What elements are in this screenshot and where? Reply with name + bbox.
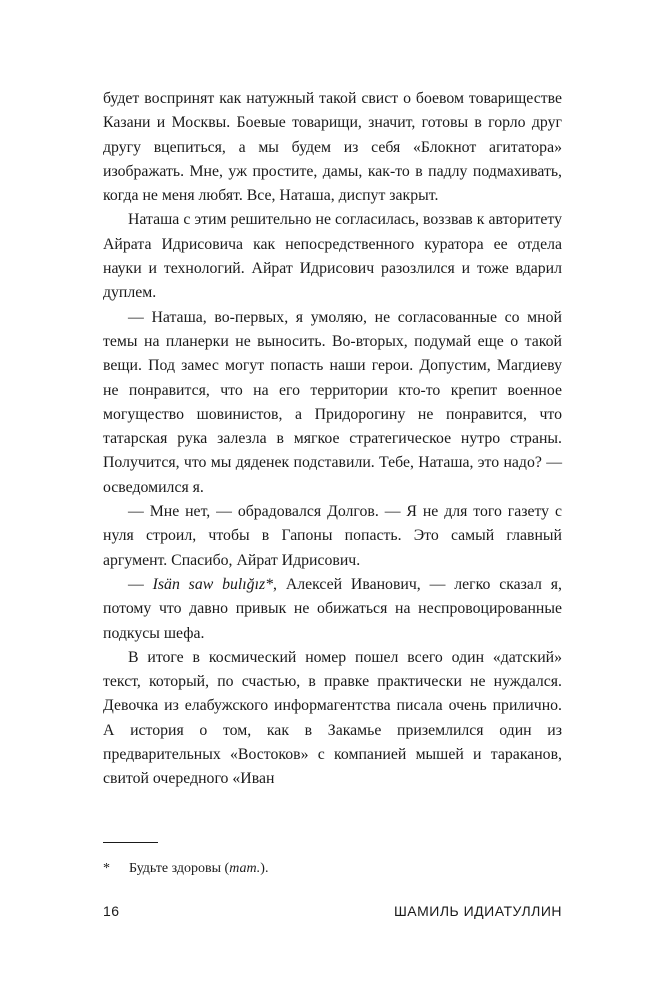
- footnote: [103, 860, 562, 878]
- paragraph: — Наташа, во-первых, я умоляю, не согласованные со мной темы на планерки не выносить. Во-вторых, подумай еще о такой вещи. Под замес могут попасть наши герои. Допустим, Магдиеву не понравится, что на его территории кто-то крепит военное могущество шовинистов, а Придорогину не понравится, что татарская рука залезла в мягкое стратегическое нутро страны. Получится, что мы дяденек подставили. Тебе, Наташа, это надо? — осведомился я.: [103, 308, 562, 496]
- paragraph-italic-phrase: — Isän saw bulığız*, Алексей Иванович, — легко сказал я, потому что давно привык не обижаться на неспровоцированные подкусы шефа.: [103, 575, 563, 642]
- footnote-open: (: [221, 861, 230, 876]
- paragraph: Наташа с этим решительно не согласилась, воззвав к авторитету Айрата Идрисовича как непосредственного куратора ее отдела науки и технологий. Айрат Идрисович разозлился и тоже вдарил дуплем.: [103, 211, 562, 302]
- footnote-mark: *: [103, 861, 110, 876]
- running-head-author: ШАМИЛЬ ИДИАТУЛЛИН: [393, 903, 562, 919]
- page-number: 16: [103, 903, 120, 919]
- page-footer: [103, 903, 562, 923]
- footnote-text: Будьте здоровы: [129, 861, 222, 876]
- footnote-divider: [103, 842, 158, 843]
- paragraph: — Мне нет, — обрадовался Долгов. — Я не для того газету с нуля строил, чтобы в Гапоны попасть. Это самый главный аргумент. Спасибо, Айрат Идрисович.: [103, 503, 562, 569]
- footnote-lang: тат.: [229, 861, 261, 876]
- footnote-close: ).: [260, 861, 269, 876]
- paragraph: В итоге в космический номер пошел всего один «датский» текст, который, по счастью, в правке практически не нуждался. Девочка из елабужского информагентства писала очень прилично. А история о том, как в Закамье приземлился один из предварительных «Востоков» с компанией мышей и тараканов, свитой очередного «Иван: [103, 648, 562, 788]
- body-text: [103, 87, 562, 792]
- paragraph: будет воспринят как натужный такой свист о боевом товариществе Казани и Москвы. Боевые товарищи, значит, готовы в горло друг другу вцепиться, а мы будем из себя «Блокнот агитатора» изображать. Мне, уж простите, дамы, как-то в падлу подмахивать, когда не меня любят. Все, Наташа, диспут закрыт.: [103, 90, 562, 205]
